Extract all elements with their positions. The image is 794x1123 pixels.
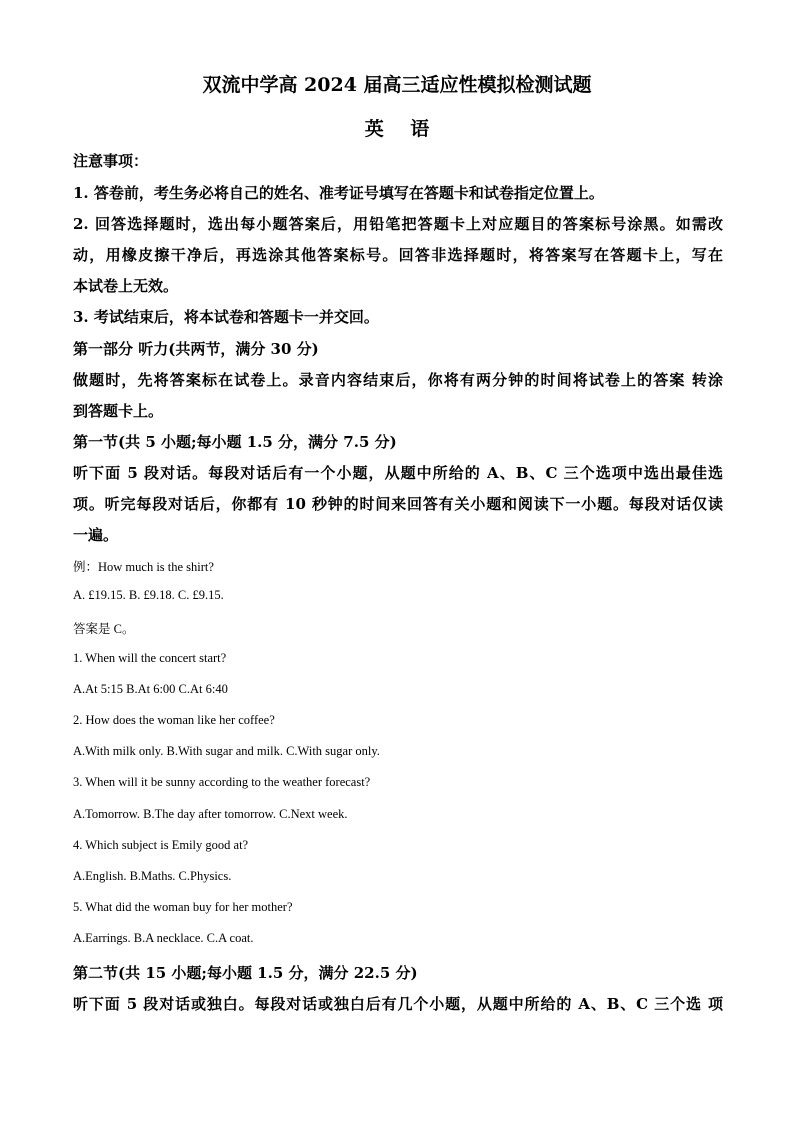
section2-intro-line-1: 听下面 5 段对话或独白。每段对话或独白后有几个小题，从题中所给的 A、B、C 三个选 项 [73,995,723,1013]
section2-heading: 第二节(共 15 小题;每小题 1.5 分，满分 22.5 分) [73,964,418,982]
subject-title: 英 语 [364,118,440,140]
section1-intro-line-1: 听下面 5 段对话。每段对话后有一个小题，从题中所给的 A、B、C 三个选项中选出最佳选 [73,464,723,482]
question-4: 4. Which subject is Emily good at? [73,838,249,852]
example-question: 例：How much is the shirt? [73,560,214,574]
notice-item-1: 1. 答卷前，考生务必将自己的姓名、准考证号填写在答题卡和试卷指定位置上。 [73,184,604,202]
question-2: 2. How does the woman like her coffee? [73,713,275,727]
question-1: 1. When will the concert start? [73,651,227,665]
part1-intro-line-1: 做题时，先将答案标在试卷上。录音内容结束后，你将有两分钟的时间将试卷上的答案 转涂 [73,371,723,389]
question-2-options: A.With milk only. B.With sugar and milk. C.With sugar only. [73,744,380,758]
notice-item-3: 3. 考试结束后，将本试卷和答题卡一并交回。 [73,308,379,326]
example-options: A. £19.15. B. £9.18. C. £9.15. [73,588,224,602]
question-3-options: A.Tomorrow. B.The day after tomorrow. C.Next week. [73,807,348,821]
exam-title: 双流中学高 2024 届高三适应性模拟检测试题 [202,74,592,96]
part1-heading: 第一部分 听力(共两节，满分 30 分) [73,340,319,358]
question-5: 5. What did the woman buy for her mother? [73,900,293,914]
section1-intro-line-3: 一遍。 [73,526,119,544]
example-answer: 答案是 C。 [73,622,135,636]
question-5-options: A.Earrings. B.A necklace. C.A coat. [73,931,254,945]
part1-intro-line-2: 到答题卡上。 [73,402,164,420]
question-4-options: A.English. B.Maths. C.Physics. [73,869,232,883]
notice-item-2-line-2: 动，用橡皮擦干净后，再选涂其他答案标号。回答非选择题时，将答案写在答题卡上，写在 [73,246,723,264]
section1-heading: 第一节(共 5 小题;每小题 1.5 分，满分 7.5 分) [73,433,397,451]
question-3: 3. When will it be sunny according to the weather forecast? [73,775,371,789]
notice-heading: 注意事项： [73,152,149,170]
notice-item-2-line-1: 2. 回答选择题时，选出每小题答案后，用铅笔把答题卡上对应题目的答案标号涂黑。如需改 [73,215,723,233]
section1-intro-line-2: 项。听完每段对话后，你都有 10 秒钟的时间来回答有关小题和阅读下一小题。每段对话仅读 [73,495,723,513]
question-1-options: A.At 5:15 B.At 6:00 C.At 6:40 [73,682,228,696]
notice-item-2-line-3: 本试卷上无效。 [73,277,179,295]
